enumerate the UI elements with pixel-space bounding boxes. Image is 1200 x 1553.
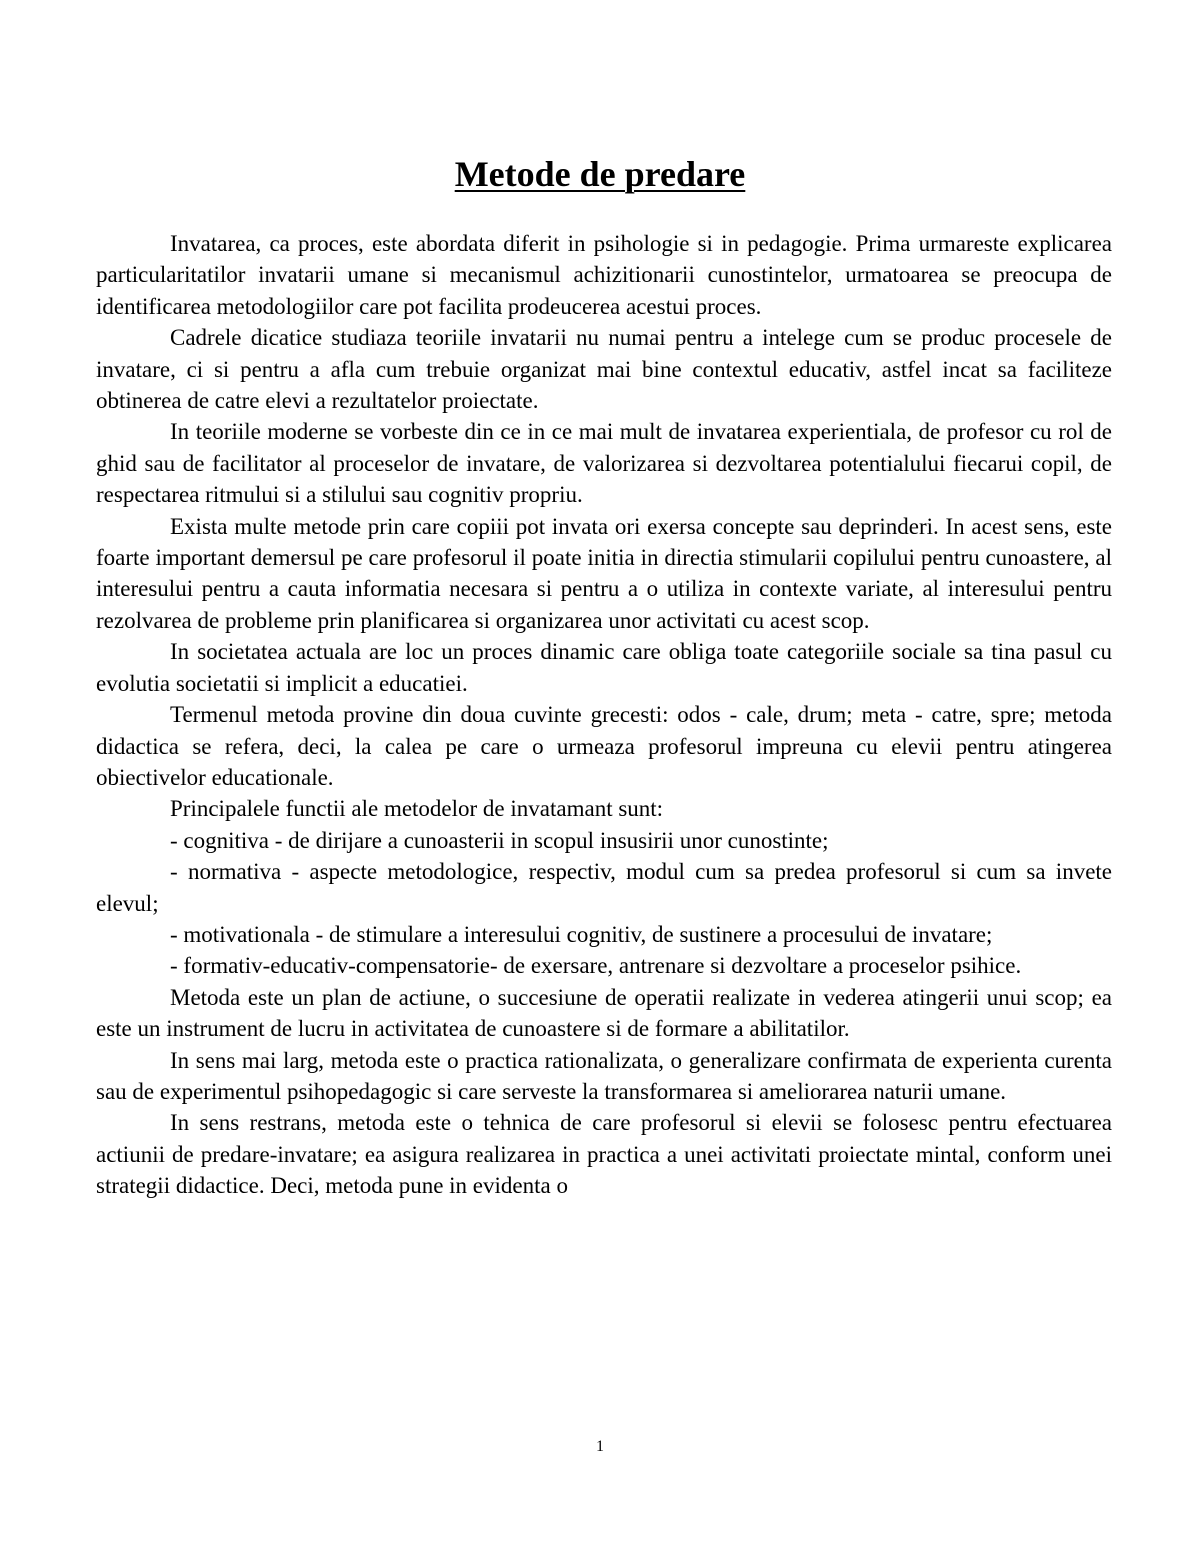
document-title bbox=[0, 152, 1200, 196]
paragraph: In sens restrans, metoda este o tehnica de care profesorul si elevii se folosesc pentru efectuarea actiunii de predare-invatare; ea asigura realizarea in practica a unei activitati proiectate mintal, conform unei strategii didactice. Deci, metoda pune in evidenta o bbox=[96, 1110, 1112, 1199]
paragraph: Termenul metoda provine din doua cuvinte grecesti: odos - cale, drum; meta - catre, spre; metoda didactica se refera, deci, la calea pe care o urmeaza profesorul impreuna cu elevii pentru atingerea obiectivelor educationale. bbox=[96, 702, 1112, 790]
function-list-item: - cognitiva - de dirijare a cunoasterii in scopul insusirii unor cunostinte; bbox=[170, 827, 829, 853]
function-list-item: - normativa - aspecte metodologice, respectiv, modul cum sa predea profesorul si cum sa invete elevul; bbox=[96, 859, 1112, 916]
paragraph: Principalele functii ale metodelor de invatamant sunt: bbox=[170, 796, 664, 822]
paragraph: Exista multe metode prin care copiii pot invata ori exersa concepte sau deprinderi. In acest sens, este foarte important demersul pe care profesorul il poate initia in directia stimularii copilului pentru cunoastere, al interesului pentru a cauta informatia necesara si pentru a o utiliza in contexte variate, al interesului pentru rezolvarea de probleme prin planificarea si organizarea unor activitati cu acest scop. bbox=[96, 513, 1112, 633]
document-body bbox=[96, 228, 1112, 1202]
page-number: 1 bbox=[596, 1438, 604, 1455]
function-list-item: - motivationala - de stimulare a interesului cognitiv, de sustinere a procesului de invatare; bbox=[170, 921, 993, 947]
paragraph: In sens mai larg, metoda este o practica rationalizata, o generalizare confirmata de experienta curenta sau de experimentul psihopedagogic si care serveste la transformarea si ameliorarea naturii umane. bbox=[96, 1047, 1112, 1104]
paragraph: Cadrele dicatice studiaza teoriile invatarii nu numai pentru a intelege cum se produc procesele de invatare, ci si pentru a afla cum trebuie organizat mai bine contextul educativ, astfel incat sa faciliteze obtinerea de catre elevi a rezultatelor proiectate. bbox=[96, 325, 1112, 414]
paragraph: Metoda este un plan de actiune, o succesiune de operatii realizate in vederea atingerii unui scop; ea este un instrument de lucru in activitatea de cunoastere si de formare a abilitatilor. bbox=[96, 984, 1112, 1042]
paragraph: In societatea actuala are loc un proces dinamic care obliga toate categoriile sociale sa tina pasul cu evolutia societatii si implicit a educatiei. bbox=[96, 639, 1112, 696]
paragraph: Invatarea, ca proces, este abordata diferit in psihologie si in pedagogie. Prima urmareste explicarea particularitatilor invatarii umane si mecanismul achizitionarii cunostintelor, urmatoarea se preocupa de identificarea metodologiilor care pot facilita prodeucerea acestui proces. bbox=[96, 231, 1112, 319]
function-list-item: - formativ-educativ-compensatorie- de exersare, antrenare si dezvoltare a proceselor psihice. bbox=[170, 953, 1022, 979]
paragraph: In teoriile moderne se vorbeste din ce in ce mai mult de invatarea experientiala, de profesor cu rol de ghid sau de facilitator al proceselor de invatare, de valorizarea si dezvoltarea potentialului fiecarui copil, de respectarea ritmului si a stilului sau cognitiv propriu. bbox=[96, 419, 1112, 508]
document-title-text: Metode de predare bbox=[454, 154, 746, 194]
